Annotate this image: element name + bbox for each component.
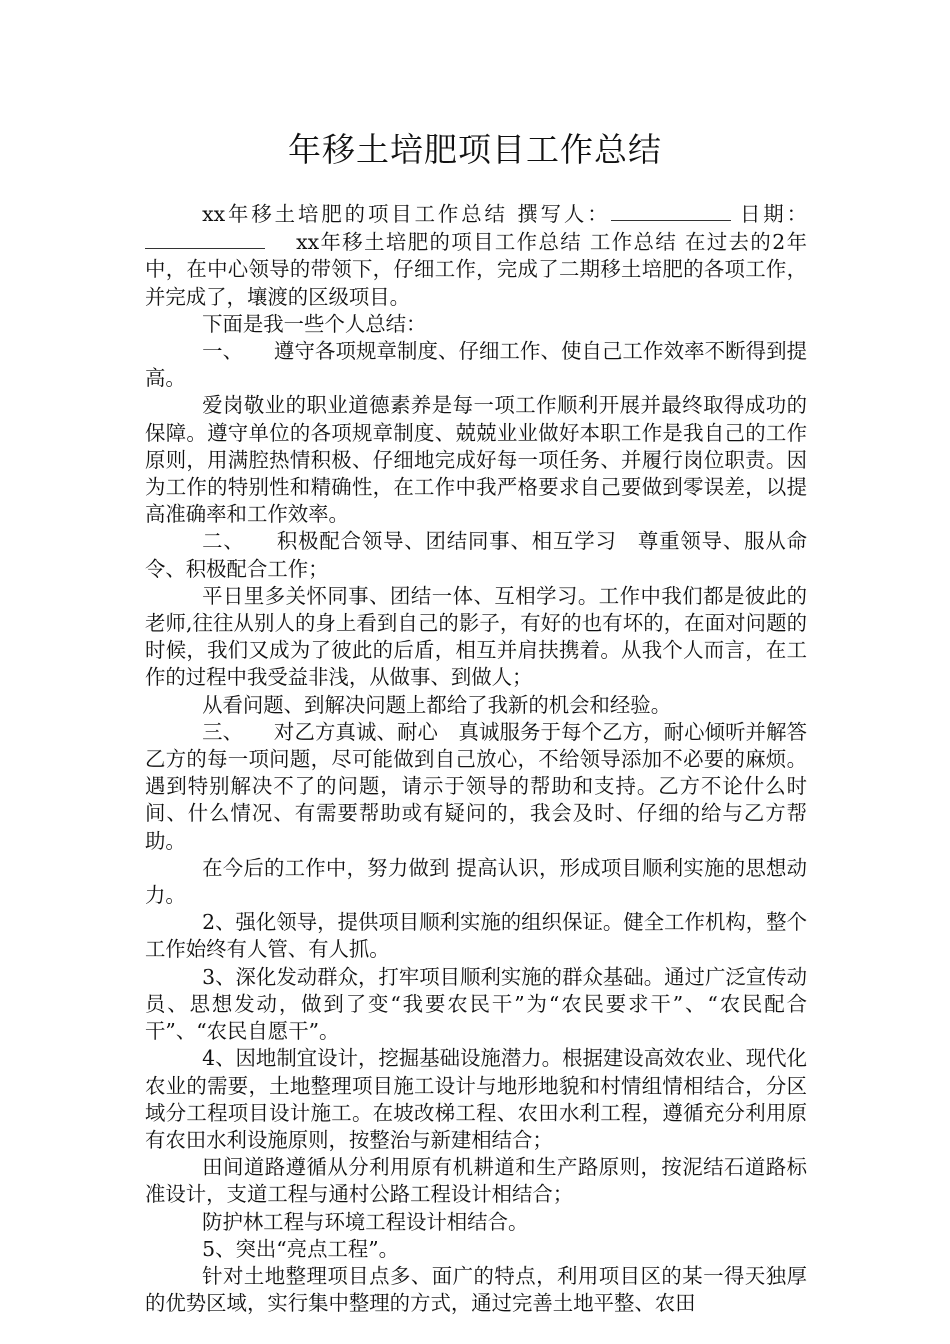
paragraph: 在今后的工作中，努力做到 提高认识，形成项目顺利实施的思想动力。 [145,855,807,908]
section-heading: 一、 遵守各项规章制度、仔细工作、使自己工作效率不断得到提高。 [145,339,807,391]
author-blank [611,200,731,221]
date-label: 日期： [739,202,808,226]
header-line-2: xx年移土培肥的项目工作总结 工作总结 在过去的2年中，在中心领导的带领下，仔细工作，完成了二期移土培肥的各项工作，并完成了，壤渡的区级项目。 [145,230,807,309]
paragraph: 3、深化发动群众，打牢项目顺利实施的群众基础。通过广泛宣传动员、思想发动，做到了变“我要农民干”为“农民要求干”、“农民配合干”、“农民自愿干”。 [145,964,807,1044]
paragraph: 防护林工程与环境工程设计相结合。 [202,1209,529,1234]
paragraph: 下面是我一些个人总结： [202,311,427,336]
header-line-1: xx年移土培肥的项目工作总结 撰写人： [202,202,611,226]
paragraph: 针对土地整理项目点多、面广的特点，利用项目区的某一得天独厚的优势区域，实行集中整理的方式，通过完善土地平整、农田 [145,1263,807,1316]
paragraph: 4、因地制宜设计，挖掘基础设施潜力。根据建设高效农业、现代化农业的需要，土地整理项目施工设计与地形地貌和村情组情相结合，分区域分工程项目设计施工。在坡改梯工程、农田水利工程，遵循充分利用原有农田水利设施原则，按整治与新建相结合； [145,1046,807,1152]
header-paragraph [145,200,807,311]
paragraph: 从看问题、到解决问题上都给了我新的机会和经验。 [202,692,672,717]
document-body [145,200,807,1317]
section-heading: 二、 积极配合领导、团结同事、相互学习 尊重领导、服从命令、积极配合工作； [145,529,807,581]
paragraph: 田间道路遵循从分利用原有机耕道和生产路原则，按泥结石道路标准设计，支道工程与通村公路工程设计相结合； [145,1155,807,1207]
paragraph: 平日里多关怀同事、团结一体、互相学习。工作中我们都是彼此的老师,往往从别人的身上看到自己的影子，有好的也有坏的，在面对问题的时候，我们又成为了彼此的后盾，相互并肩扶携着。从我个人而言，在工作的过程中我受益非浅，从做事、到做人； [145,583,807,690]
paragraph: 2、强化领导，提供项目顺利实施的组织保证。健全工作机构，整个工作始终有人管、有人抓。 [145,910,807,962]
document-title: 年移土培肥项目工作总结 [288,130,662,169]
paragraph: 5、突出“亮点工程”。 [202,1236,400,1261]
date-blank [145,228,265,249]
paragraph: 爱岗敬业的职业道德素养是每一项工作顺利开展并最终取得成功的保障。遵守单位的各项规章制度、兢兢业业做好本职工作是我自己的工作原则，用满腔热情积极、仔细地完成好每一项任务、并履行岗位职责。因为工作的特别性和精确性，在工作中我严格要求自己要做到零误差，以提高准确率和工作效率。 [145,393,807,527]
section-heading: 三、 对乙方真诚、耐心 真诚服务于每个乙方，耐心倾听并解答乙方的每一项问题，尽可能做到自己放心，不给领导添加不必要的麻烦。遇到特别解决不了的问题，请示于领导的帮助和支持。乙方不论什么时间、什么情况、有需要帮助或有疑问的，我会及时、仔细的给与乙方帮助。 [145,719,807,853]
